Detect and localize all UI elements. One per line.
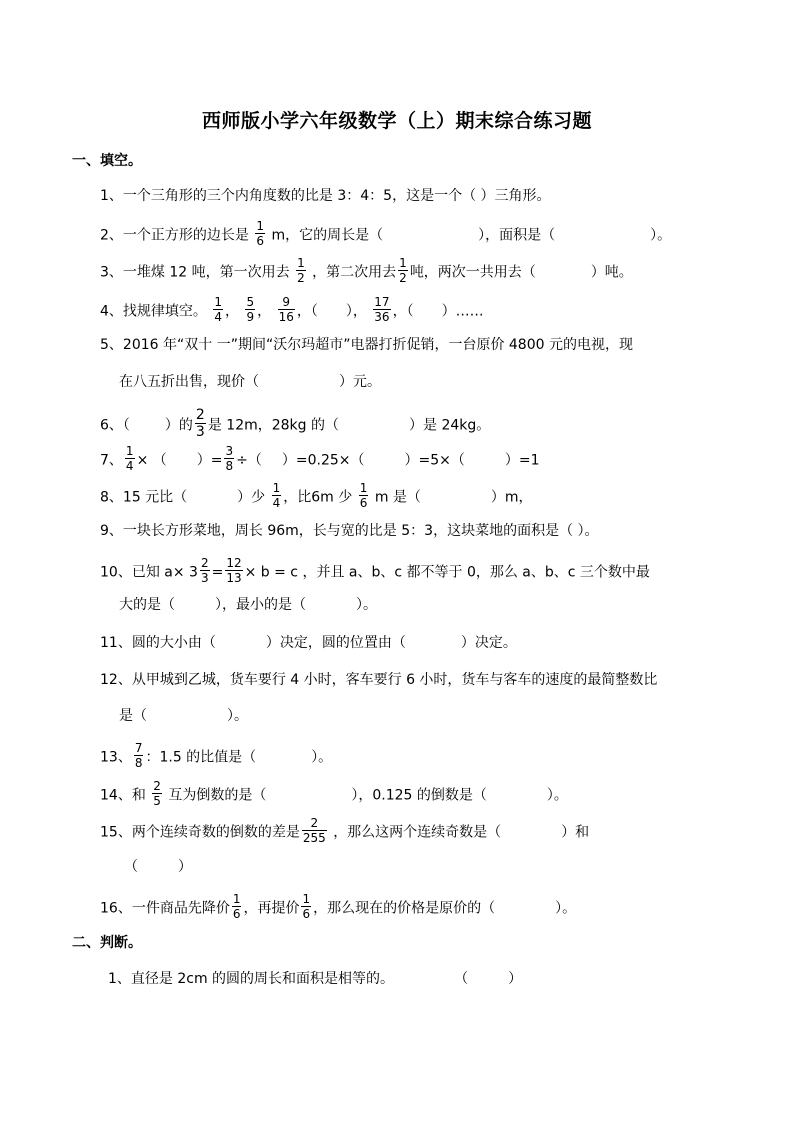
question-14: 14、和 $\frac{2}{5}$ 互为倒数的是（ ），0.125 的倒数是（ ）。 — [100, 779, 568, 808]
fraction: $\frac{3}{8}$ — [225, 444, 234, 473]
question-3: 3、一堆煤 12 吨，第一次用去 $\frac{1}{2}$ ，第二次用去 $\frac{1}{2}$ 吨，两次一共用去（ ）吨。 — [100, 256, 633, 285]
question-12-line-1: 12、从甲城到乙城，货车要行 4 小时，客车要行 6 小时，货车与客车的速度的最简整数比 — [100, 672, 658, 688]
question-4: 4、找规律填空。 $\frac{1}{4}$ ， $\frac{5}{9}$ ， $\frac{9}{16}$ ，（ ）， $\frac{17}{36}$ ，（ ）…… — [100, 295, 484, 324]
question-12-line-2: 是（ ）。 — [119, 708, 248, 724]
question-15-line-1: 15、两个连续奇数的倒数的差是 $\frac{2}{255}$ ，那么这两个连续奇数是（ ）和 — [100, 816, 590, 845]
question-5-line-2: 在八五折出售，现价（ ）元。 — [119, 374, 381, 390]
fraction: $\frac{5}{9}$ — [246, 295, 255, 324]
question-15-line-2: （ ） — [124, 859, 192, 875]
fraction: $\frac{1}{4}$ — [214, 295, 223, 324]
fraction: $\frac{1}{4}$ — [125, 444, 134, 473]
fraction: $\frac{2}{3}$ — [195, 407, 205, 440]
question-10-line-2: 大的是（ ），最小的是（ ）。 — [119, 597, 377, 613]
fraction: $\frac{1}{2}$ — [297, 256, 305, 285]
fraction: $\frac{1}{6}$ — [256, 219, 265, 248]
question-1: 1、一个三角形的三个内角度数的比是 3：4：5，这是一个（ ）三角形。 — [100, 188, 551, 204]
fraction: $\frac{9}{16}$ — [278, 295, 294, 324]
fraction: $\frac{2}{255}$ — [302, 816, 326, 845]
fraction: $\frac{1}{6}$ — [232, 892, 241, 921]
fraction: $\frac{2}{5}$ — [153, 779, 161, 808]
question-9: 9、一块长方形菜地，周长 96m，长与宽的比是 5：3，这块菜地的面积是（ ）。 — [100, 523, 599, 539]
fraction: $\frac{12}{13}$ — [226, 556, 242, 585]
question-7: 7、 $\frac{1}{4}$ × （ ）= $\frac{3}{8}$ ÷（ ）=0.25×（ ）=5×（ ）=1 — [100, 444, 540, 473]
question-2: 2、一个正方形的边长是 $\frac{1}{6}$ m，它的周长是（ ），面积是（ ）。 — [100, 219, 672, 248]
fraction: $\frac{2}{3}$ — [200, 556, 209, 585]
fraction: $\frac{1}{6}$ — [359, 481, 368, 510]
fraction: $\frac{1}{4}$ — [272, 481, 281, 510]
judge-question-1: 1、直径是 2cm 的圆的周长和面积是相等的。 （ ） — [108, 971, 523, 987]
question-8: 8、15 元比（ ）少 $\frac{1}{4}$ ，比6m 少 $\frac{1}{6}$ m 是（ ）m， — [100, 481, 533, 510]
section-heading-judge: 二、判断。 — [72, 935, 142, 951]
fraction: $\frac{17}{36}$ — [374, 295, 390, 324]
page-title: 西师版小学六年级数学（上）期末综合练习题 — [201, 110, 592, 132]
fraction: $\frac{1}{2}$ — [399, 256, 407, 285]
question-13: 13、 $\frac{7}{8}$ ：1.5 的比值是（ ）。 — [100, 741, 333, 770]
question-10-line-1: 10、已知 a× 3 $\frac{2}{3}$ = $\frac{12}{13}$ × b = c ，并且 a、b、c 都不等于 0，那么 a、b、c 三个数中最 — [100, 556, 650, 585]
question-16: 16、一件商品先降价 $\frac{1}{6}$ ，再提价 $\frac{1}{6}$ ，那么现在的价格是原价的（ ）。 — [100, 892, 577, 921]
question-6: 6、（ ）的 $\frac{2}{3}$ 是 12m，28kg 的（ ）是 24kg。 — [100, 407, 491, 440]
fraction: $\frac{7}{8}$ — [134, 741, 143, 770]
section-heading-fill-in: 一、填空。 — [72, 153, 142, 169]
question-5-line-1: 5、2016 年“双十 一”期间“沃尔玛超市”电器打折促销，一台原价 4800 元的电视，现 — [100, 337, 633, 353]
question-11: 11、圆的大小由（ ）决定，圆的位置由（ ）决定。 — [100, 635, 517, 651]
fraction: $\frac{1}{6}$ — [302, 892, 311, 921]
